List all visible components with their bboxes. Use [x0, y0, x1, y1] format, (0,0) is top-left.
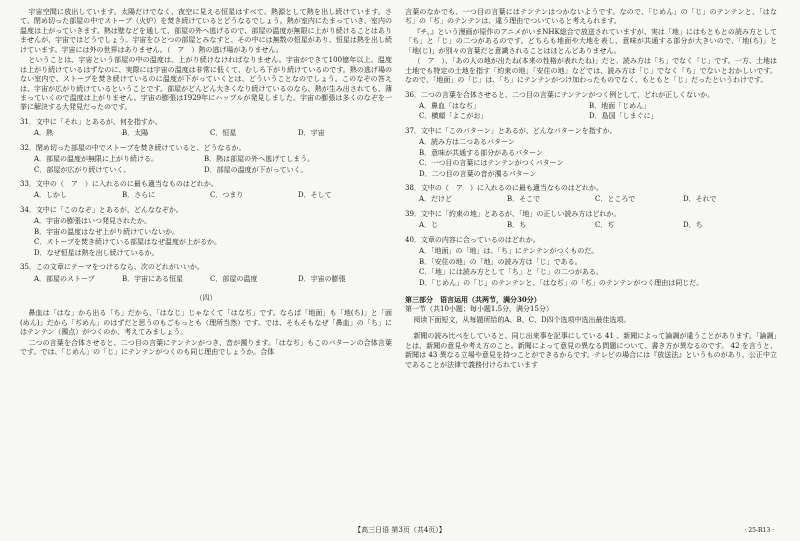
question-33-option-a[interactable]: A．しかし: [34, 191, 68, 200]
question-33-option-c[interactable]: C．つまり: [210, 191, 244, 200]
question-40-option-b[interactable]: B．「安住の地」の「地」の読み方は「じ」である。: [419, 257, 582, 266]
question-32-option-b[interactable]: B．熱は部屋の外へ逃げてしまう。: [204, 155, 315, 164]
question-38: [405, 184, 777, 205]
question-35: [20, 263, 392, 284]
question-39-option-a[interactable]: A．じ: [419, 221, 439, 230]
passage4-paragraph5: （ ア ）、「あの人の地が出たね(本来の性格が表れたね)」だと、読み方は「ち」でなく「じ」です。一方、土地は土地でも特定の土地を指す「約束の地」「安住の地」などでは、読み方は「じ」でなく「ち」でないとおかしいです。なので、「地面」の「じ」は、「ち」にテンテンがつけ加わったものでなく、もともと「じ」だったというわけです。: [405, 57, 777, 85]
question-36: [405, 91, 777, 122]
left-column: [20, 8, 392, 359]
passage4-paragraph3: 言葉のなかでも、一つ目の言葉にはテンテンはつかないようです。なので、「じめん」の「じ」のテンテンと、「はなぢ」の「ぢ」のテンテンは、違う理由でついていると考えられます。: [405, 8, 777, 26]
question-35-option-a[interactable]: A．部屋のストーブ: [34, 274, 95, 283]
question-31-stem: 31．文中に「それ」とあるが、何を指すか。: [20, 117, 162, 126]
question-32-option-c[interactable]: C．部屋が広がり続けていく。: [34, 165, 131, 174]
exam-code: · 25-R13 ·: [744, 526, 774, 534]
passage4-paragraph1: 鼻血は「はな」から出る「ち」だから、「はなじ」じゃなくて「はなぢ」です。ならば「地面」も「地(ち)」と「面(めん)」だから「ぢめん」のはずだと思うのもごもっとも（理所当然）です。では、そもそもなぜ「鼻血」の「ち」にはテンテン（濁点）がつくのか、考えてみましょう。: [20, 309, 392, 337]
question-31: [20, 118, 392, 139]
question-34-option-c[interactable]: C．ストーブを焚き続けている部屋はなぜ温度が上がるか。: [34, 238, 222, 247]
cloze-passage: 新聞の読み比べをしていると、同じ出来事を記事にしている 41 、新聞によって論調が違うことがあります。「論調」とは、新聞の意見や考え方のこと。新聞によって意見の異なる問題について、書き方が異なるのです。 42 を言うと、新聞は 43 異なる立場や意見を持つことができるからです。テレビの場合には『放送法』というものがあり、公正中立であることが法律で義務付けられています: [405, 332, 777, 369]
question-37-option-a[interactable]: A．読み方は二つあるパターン: [419, 138, 515, 147]
question-33-stem: 33．文中の（ ア ）に入れるのに最も適当なものはどれか。: [20, 180, 218, 188]
question-37-option-d[interactable]: D．二つ目の言葉の音が濁るパターン: [419, 169, 537, 178]
passage3-paragraph1: 宇宙空間に放出しています。太陽だけでなく、夜空に見える恒星はすべて、熱源として熱を出し続けています。さて、閉め切った部屋の中でストーブ（火炉）を焚き続けているとどうなるでしょう。熱が室内にたまっていき、室内の温度は上がっていきます。熱は壁などを通して、部屋の外へ逃げるので、部屋の温度が無限に上がり続けることはありませんが、宇宙ではどうでしょう。宇宙をひとつの部屋とみなすと、その中には無数の恒星があり、恒星は熱を出し続けています。宇宙には外の世界はありません。（ ア ）熱の逃げ場がありません。: [20, 8, 392, 54]
question-35-stem: 35．この文章にテーマをつけるなら、次のどれがいいか。: [20, 263, 204, 272]
part-3-heading: 第三部分 语言运用（共两节，满分30分）: [405, 294, 541, 304]
question-33-option-d[interactable]: D．そして: [298, 191, 332, 200]
question-36-stem: 36．二つの言葉を合体させると、二つ目の言葉にテンテンがつく例として、どれが正しくないか。: [405, 90, 715, 99]
passage4-paragraph2: 二つの言葉を合体させると、二つ目の言葉にテンテンがつき、音が濁ります。「はなぢ」もこのパターンの合体言葉です。では、「じめん」の「じ」にテンテンがつくのも同じ理由でしょうか。合体: [20, 338, 392, 357]
question-35-option-d[interactable]: D．宇宙の膨張: [298, 274, 346, 283]
section-1-heading: 第一节（共10小题；每小题1.5分，满分15分）: [405, 305, 553, 314]
question-40-stem: 40．文章の内容に合っているのはどれか。: [405, 235, 540, 244]
question-36-option-d[interactable]: D．島国「しまぐに」: [589, 112, 658, 121]
question-31-option-d[interactable]: D．宇宙: [298, 129, 325, 138]
question-33-option-b[interactable]: B．さらに: [122, 191, 156, 200]
question-31-option-a[interactable]: A．熱: [34, 129, 54, 138]
question-37: [405, 127, 777, 179]
question-34-option-d[interactable]: D．なぜ恒星は熱を出し続けているか。: [34, 248, 159, 257]
question-39-option-c[interactable]: C．ぢ: [595, 221, 615, 230]
question-40-option-a[interactable]: A．「地面」の「地」は、「ち」にテンテンがつくものだ。: [419, 247, 599, 256]
question-39: [405, 210, 777, 231]
passage3-paragraph2: ということは、宇宙という部屋の中の温度は、上がり続けなければなりません。宇宙ができて100億年以上、温度は上がり続けているはずなのに、実際には宇宙の温度は非常に低くて、むしろ下がり続けているのです。熱の逃げ場のない室内で、ストーブを焚き続けているのに温度が下がっていくとは、どういうことなのでしょう。このなぞの答えは、宇宙が広がり続けているということです。部屋がどんどん大きくなり続けているのなら、熱が生み出されても、薄まっていくので温度は上がりません。宇宙の膨張は1929年にハッブルが発見しました。宇宙の膨張は多くのなぞを一挙に解決する大発見だったのです。: [20, 56, 392, 112]
question-36-option-a[interactable]: A．鼻血「はなぢ」: [419, 101, 481, 110]
question-38-option-d[interactable]: D．それで: [683, 195, 717, 204]
question-40-option-c[interactable]: C．「地」には読み方として「ち」と「じ」の二つがある。: [419, 268, 603, 277]
question-40: [405, 236, 777, 288]
question-40-option-d[interactable]: D．「じめん」の「じ」のテンテンと、「はなぢ」の「ぢ」のテンテンがつく理由は同じだ。: [419, 278, 704, 287]
question-32-option-d[interactable]: D．部屋の温度が下がっていく。: [204, 165, 308, 174]
question-32-option-a[interactable]: A．部屋の温度が無限に上がり続ける。: [34, 155, 159, 164]
question-39-stem: 39．文中に「約束の地」とあるが、「地」の正しい読み方はどれか。: [405, 209, 621, 218]
question-37-option-b[interactable]: B．意味が共通する部分があるパターン: [419, 148, 544, 157]
question-37-stem: 37．文中に「このパターン」とあるが、どんなパターンを指すか。: [405, 126, 617, 135]
page-footer: 【高三日语 第3页（共4页）】: [354, 525, 446, 534]
question-38-option-a[interactable]: A．だけど: [419, 195, 453, 204]
question-34-option-a[interactable]: A．宇宙の膨張はいつ発見されたか。: [34, 217, 152, 226]
section-1-instructions: 阅读下面短文，从每题所给的A、B、C、D四个选项中选出最佳选项。: [413, 315, 631, 324]
question-37-option-c[interactable]: C．一つ目の言葉にはテンテンがつくパターン: [419, 159, 564, 168]
question-39-option-b[interactable]: B．ち: [507, 221, 527, 230]
question-32-stem: 32．閉め切った部屋の中でストーブを焚き続けていると、どうなるか。: [20, 143, 246, 152]
question-35-option-b[interactable]: B．宇宙にある恒星: [122, 274, 184, 283]
question-39-option-d[interactable]: D．ち: [683, 221, 703, 230]
question-33: [20, 180, 392, 201]
question-31-option-b[interactable]: B．太陽: [122, 129, 149, 138]
question-36-option-c[interactable]: C．横顔「よこがお」: [419, 112, 488, 121]
question-36-option-b[interactable]: B．地面「じめん」: [589, 101, 651, 110]
question-38-stem: 38．文中の（ ア ）に入れるのに最も適当なものはどれか。: [405, 184, 603, 192]
right-column: [405, 8, 777, 371]
question-35-option-c[interactable]: C．部屋の温度: [210, 274, 258, 283]
passage4-paragraph4: 『チ。』という漫画が原作のアニメがいまNHK総合で放送されていますが、実は「地」にはもともとの読み方として「ち」と「じ」の二つがあるのです。どちらも地面や大地を表し、意味が共通する部分が大きいので、「地(ち)」と「地(じ)」が別々の言葉だと意識されることはほとんどありません。: [405, 27, 777, 55]
question-38-option-b[interactable]: B．そこで: [507, 195, 541, 204]
question-34: [20, 206, 392, 258]
question-34-option-b[interactable]: B．宇宙の温度はなぜ上がり続けていないか。: [34, 227, 180, 236]
question-32: [20, 144, 392, 175]
question-31-option-c[interactable]: C．恒星: [210, 129, 237, 138]
question-38-option-c[interactable]: C．ところで: [595, 195, 636, 204]
section-4-heading: （四）: [195, 293, 217, 302]
question-34-stem: 34．文中に「このなぞ」とあるが、どんななぞか。: [20, 205, 183, 214]
